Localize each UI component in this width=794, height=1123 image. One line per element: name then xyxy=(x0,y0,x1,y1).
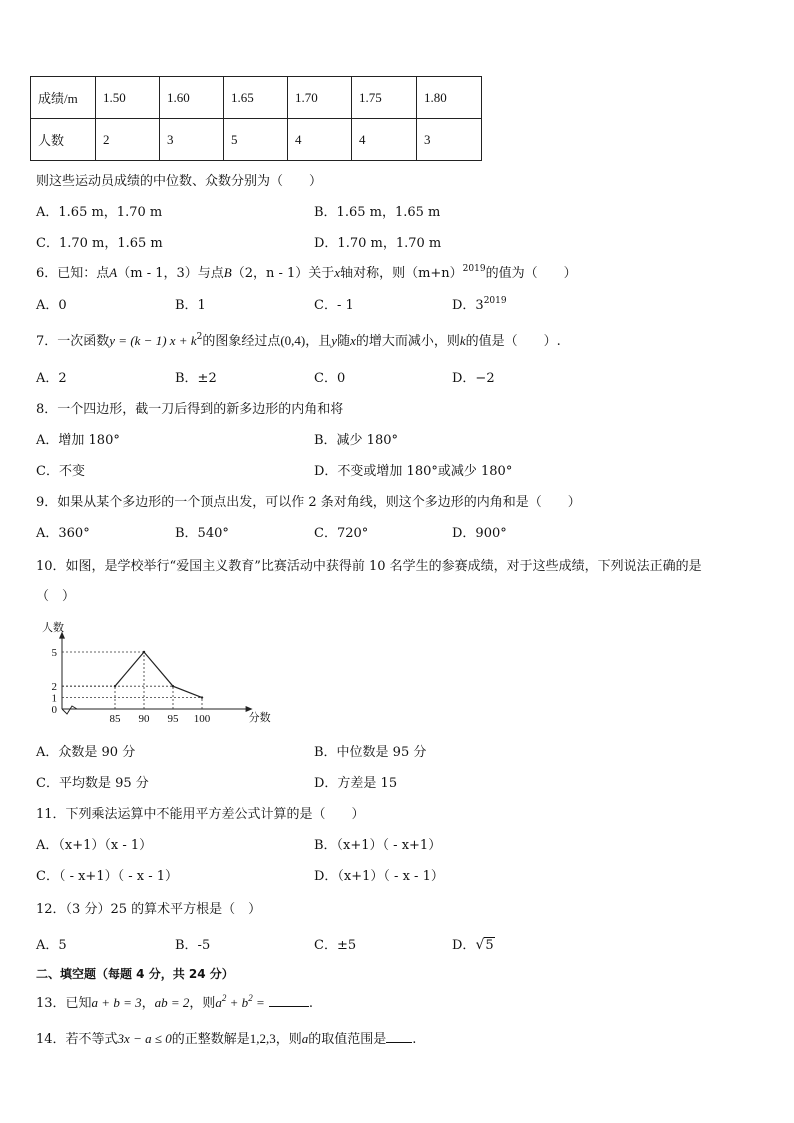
q7-text: 7．一次函数 xyxy=(36,334,110,349)
q12-option-c: C．±5 xyxy=(314,938,357,953)
q6-exponent: 2019 xyxy=(462,264,486,274)
q7-text: ，且 xyxy=(305,334,332,349)
q7-option-b: B．±2 xyxy=(175,371,217,386)
q6-point-a: A xyxy=(109,265,118,280)
q7-text: 的值是（ ）. xyxy=(465,334,561,349)
section-title: 二、填空题（每题 4 分，共 24 分） xyxy=(36,967,234,981)
q7-option-a: A．2 xyxy=(36,371,67,386)
q13-expr3-a: a xyxy=(215,995,222,1010)
q14-inequality: 3x − a ≤ 0 xyxy=(117,1031,172,1046)
q11-option-d: D．（x+1）（ - x - 1） xyxy=(314,869,444,884)
q9-option-b: B．540° xyxy=(175,526,229,541)
q12-option-d xyxy=(452,934,495,953)
q8-option-d: D．不变或增加 180°或减少 180° xyxy=(314,464,513,479)
q7-option-c: C．0 xyxy=(314,371,346,386)
q9-option-c: C．720° xyxy=(314,526,369,541)
table-cell: 4 xyxy=(352,119,417,161)
q7-option-d: D．−2 xyxy=(452,371,495,386)
table-cell: 5 xyxy=(224,119,288,161)
q10-option-b: B．中位数是 95 分 xyxy=(314,745,427,760)
table-cell: 1.60 xyxy=(160,77,224,119)
data-point xyxy=(114,685,116,687)
q13-expr3-b: + b xyxy=(226,995,249,1010)
q7-function-exponent: 2 xyxy=(196,332,203,342)
q6-text: 轴对称，则（m+n） xyxy=(340,266,463,281)
table-cell: 3 xyxy=(417,119,482,161)
q12-option-a: A．5 xyxy=(36,938,67,953)
q14-text: 的正整数解是 xyxy=(171,1032,250,1047)
q7-stem xyxy=(36,330,561,349)
q10-option-d: D．方差是 15 xyxy=(314,776,398,791)
q14-stem xyxy=(36,1028,416,1047)
q6-option-d-text: D．3 xyxy=(452,298,484,313)
q13-expr2: ab = 2 xyxy=(154,995,190,1010)
q13-text: ， xyxy=(141,996,155,1011)
q8-stem: 8．一个四边形，截一刀后得到的新多边形的内角和将 xyxy=(36,402,344,417)
score-table xyxy=(30,76,482,161)
q14-text: 的取值范围是 xyxy=(308,1032,387,1047)
q14-answer-blank[interactable] xyxy=(386,1030,412,1043)
series-line xyxy=(115,652,202,698)
q13-text: ，则 xyxy=(189,996,216,1011)
q6-text: 6．已知：点 xyxy=(36,266,110,281)
x-tick-label: 95 xyxy=(167,713,179,725)
y-tick-label: 2 xyxy=(51,681,57,694)
y-tick-label: 1 xyxy=(51,692,57,705)
table-cell: 2 xyxy=(96,119,160,161)
q11-option-b: B．（x+1）（ - x+1） xyxy=(314,838,442,853)
sqrt-icon: √ xyxy=(475,937,485,953)
q8-option-a: A．增加 180° xyxy=(36,433,120,448)
q13-expr1: a + b = 3 xyxy=(91,995,142,1010)
q6-stem xyxy=(36,262,577,281)
y-tick-label: 5 xyxy=(51,647,57,659)
q10-line-chart xyxy=(30,617,271,727)
q11-option-a: A．（x+1）（x - 1） xyxy=(36,838,153,853)
q7-text: 的图象经过点 xyxy=(202,334,281,349)
q9-stem: 9．如果从某个多边形的一个顶点出发，可以作 2 条对角线，则这个多边形的内角和是（ ） xyxy=(36,495,581,510)
x-tick-label: 100 xyxy=(193,713,211,725)
table-row xyxy=(31,119,482,161)
q6-text: 的值为（ ） xyxy=(485,266,577,281)
table-cell: 成绩/m xyxy=(31,77,96,119)
q5-option-c: C．1.70 m，1.65 m xyxy=(36,236,163,251)
q13-stem xyxy=(36,992,313,1011)
q6-option-a: A．0 xyxy=(36,298,67,313)
table-cell: 4 xyxy=(288,119,352,161)
x-tick-label: 85 xyxy=(109,713,121,725)
table-cell: 1.50 xyxy=(96,77,160,119)
q6-option-d-exponent: 2019 xyxy=(483,296,507,306)
q6-option-c: C．- 1 xyxy=(314,298,354,313)
table-cell: 人数 xyxy=(31,119,96,161)
q6-option-d xyxy=(452,294,507,313)
q5-option-a: A．1.65 m，1.70 m xyxy=(36,205,163,220)
q6-axis-x: x xyxy=(334,265,341,280)
q6-point-b: B xyxy=(223,265,232,280)
table-cell: 1.65 xyxy=(224,77,288,119)
axis-break xyxy=(62,706,77,714)
x-axis-label: 分数 xyxy=(248,712,271,724)
q7-text: 的增大而减小，则 xyxy=(355,334,460,349)
q5-option-d: D．1.70 m，1.70 m xyxy=(314,236,442,251)
y-axis-label: 人数 xyxy=(42,622,64,634)
q14-text: 14．若不等式 xyxy=(36,1032,118,1047)
q13-expr3 xyxy=(215,995,264,1010)
q12-stem: 12．（3 分）25 的算术平方根是（ ） xyxy=(36,902,262,917)
q7-var-y: y xyxy=(331,333,338,348)
data-point xyxy=(143,651,145,653)
q13-text: . xyxy=(308,996,313,1011)
y-tick-label: 0 xyxy=(51,704,57,716)
q6-option-b: B．1 xyxy=(175,298,206,313)
q12-option-d-radicand: 5 xyxy=(485,938,494,953)
q6-text: （m - 1，3）与点 xyxy=(117,266,224,281)
x-tick-label: 90 xyxy=(138,713,150,725)
q13-text: 13．已知 xyxy=(36,996,92,1011)
q13-exponent: 2 xyxy=(248,993,253,1003)
q13-expr3-c: = xyxy=(252,995,265,1010)
q5-option-b: B．1.65 m，1.65 m xyxy=(314,205,441,220)
q12-option-d-label: D． xyxy=(452,938,476,953)
q11-option-c: C．（ - x+1）（ - x - 1） xyxy=(36,869,179,884)
q7-point: (0,4) xyxy=(280,333,306,348)
data-point xyxy=(172,685,174,687)
q7-function: y = (k − 1) x + k xyxy=(109,333,197,348)
table-cell: 1.70 xyxy=(288,77,352,119)
q14-text: . xyxy=(412,1032,417,1047)
q11-stem: 11．下列乘法运算中不能用平方差公式计算的是（ ） xyxy=(36,807,365,822)
q14-solutions: 1,2,3 xyxy=(249,1031,276,1046)
q12-option-b: B．-5 xyxy=(175,938,211,953)
q5-stem: 则这些运动员成绩的中位数、众数分别为（ ） xyxy=(36,174,323,189)
q7-var-k: k xyxy=(459,333,466,348)
q10-option-c: C．平均数是 95 分 xyxy=(36,776,149,791)
q10-stem-line1: 10．如图，是学校举行“爱国主义教育”比赛活动中获得前 10 名学生的参赛成绩，对于这些成绩，下列说法正确的是 xyxy=(36,559,702,574)
q9-option-a: A．360° xyxy=(36,526,90,541)
table-cell: 1.75 xyxy=(352,77,417,119)
q7-var-x: x xyxy=(350,333,356,348)
q10-option-a: A．众数是 90 分 xyxy=(36,745,136,760)
q8-option-b: B．减少 180° xyxy=(314,433,398,448)
q9-option-d: D．900° xyxy=(452,526,507,541)
data-point xyxy=(201,696,203,698)
table-cell: 3 xyxy=(160,119,224,161)
q13-exponent: 2 xyxy=(221,993,227,1003)
q14-var-a: a xyxy=(301,1031,309,1046)
q7-text: 随 xyxy=(337,334,351,349)
q14-text: ，则 xyxy=(275,1032,302,1047)
q13-answer-blank[interactable] xyxy=(269,994,309,1007)
q6-text: （2，n - 1）关于 xyxy=(231,266,335,281)
q10-stem-line2: （ ） xyxy=(36,589,76,604)
table-cell: 1.80 xyxy=(417,77,482,119)
table-row xyxy=(31,77,482,119)
q8-option-c: C．不变 xyxy=(36,464,85,479)
